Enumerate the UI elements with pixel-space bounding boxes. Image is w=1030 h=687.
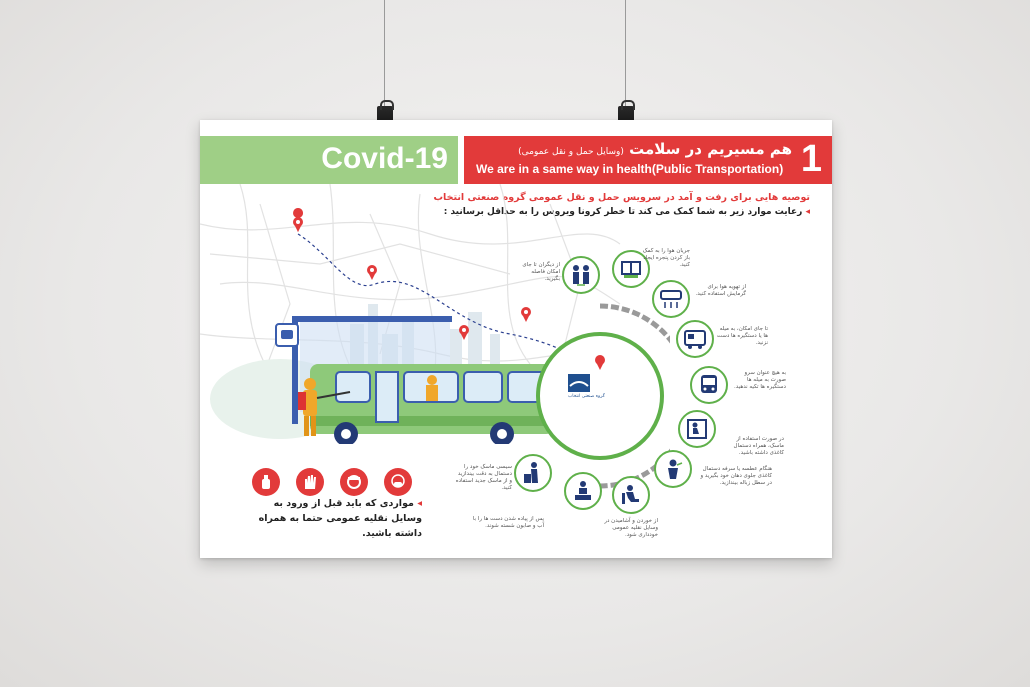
persian-title bbox=[518, 140, 792, 158]
bus-front-icon bbox=[697, 373, 721, 397]
section-number: 1 bbox=[800, 138, 822, 180]
sitting-icon bbox=[619, 483, 643, 507]
gloves-icon bbox=[301, 473, 319, 491]
tip-label-window: جریان هوا را به کمک باز کردن پنجره ایجاد کنید. bbox=[642, 248, 690, 268]
center-logo-text: گروه صنعتی انتخاب bbox=[568, 394, 605, 399]
sneeze-icon bbox=[661, 457, 685, 481]
wash-hands-icon bbox=[571, 479, 595, 503]
hand-sanitizer-icon bbox=[257, 473, 275, 491]
persian-title-sub: (وسایل حمل و نقل عمومی) bbox=[518, 147, 624, 157]
english-title: We are in a same way in health(Public Transportation) bbox=[476, 162, 784, 176]
subtitle: توصیه هایی برای رفت و آمد در سرویس حمل و نقل عمومی گروه صنعتی انتخاب bbox=[433, 192, 810, 203]
sanitizer-badge bbox=[252, 468, 280, 496]
bottom-note-text: مواردی که باید قبل از ورود به وسایل نقلیه عمومی حتما به همراه داشته باشید. bbox=[258, 498, 422, 539]
bottom-note bbox=[252, 496, 422, 541]
tip-icon-seated-passenger bbox=[678, 410, 716, 448]
tip-icon-sneeze bbox=[654, 450, 692, 488]
tip-icon-trash bbox=[514, 454, 552, 492]
gloves-badge bbox=[296, 468, 324, 496]
tip-icon-handle bbox=[676, 320, 714, 358]
tip-label-trash: سیسی ماسک خود را دستمال به دقت بیندازید و از ماسک جدید استفاده کنید. bbox=[455, 464, 512, 491]
air-conditioner-icon bbox=[659, 287, 683, 311]
distance-icon bbox=[569, 263, 593, 287]
poster bbox=[200, 120, 832, 558]
face-shield-icon bbox=[345, 473, 363, 491]
tip-label-distance: از دیگران تا جای امکان فاصله بگیرید. bbox=[522, 262, 560, 282]
title-banner bbox=[464, 136, 832, 184]
covid-banner bbox=[200, 136, 458, 184]
tip-label-air-conditioner: از تهویه هوا برای گرمایش استفاده کنید. bbox=[695, 284, 746, 297]
bottom-arrow-icon: ◂ bbox=[413, 498, 422, 509]
trash-icon bbox=[521, 461, 545, 485]
tip-icon-distance bbox=[562, 256, 600, 294]
seated-passenger-icon bbox=[685, 417, 709, 441]
city-map-illustration bbox=[200, 184, 832, 444]
tip-icon-wash-hands bbox=[564, 472, 602, 510]
face-shield-badge bbox=[340, 468, 368, 496]
instruction-text: رعایت موارد زیر به شما کمک می کند تا خطر کرونا ویروس را به حداقل برسانید : bbox=[443, 207, 803, 217]
tip-icon-air-conditioner bbox=[652, 280, 690, 318]
tip-label-wash: پس از پیاده شدن دست ها را با آب و صابون شسته شوند. bbox=[472, 516, 544, 529]
tip-label-bus-front: به هیچ عنوان سرو صورت به میله ها دستگیره ها تکیه ندهید. bbox=[734, 370, 786, 390]
tip-label-sneeze: هنگام عطسه یا سرفه دستمال کاغذی جلوی دهان خود بگیرید و در سطل زباله بیندازید. bbox=[700, 466, 772, 486]
covid-title: Covid-19 bbox=[321, 142, 448, 175]
persian-title-main: هم مسیریم در سلامت bbox=[629, 140, 792, 158]
tip-label-sitting: از خوردن و آشامیدن در وسایل نقلیه عمومی خودداری شود. bbox=[604, 518, 658, 538]
bullet-arrow-icon: ◂ bbox=[802, 207, 810, 217]
bus-handle-icon bbox=[683, 327, 707, 351]
tip-icon-bus-front bbox=[690, 366, 728, 404]
mask-icon bbox=[389, 473, 407, 491]
tip-icon-sitting bbox=[612, 476, 650, 514]
mask-badge bbox=[384, 468, 412, 496]
tip-label-seated: در صورت استفاده از ماسک، همراه دستمال کاغذی داشته باشید. bbox=[733, 436, 784, 456]
tip-label-handle: تا جای امکان، به میله ها یا دستگیره ها دست نزنید. bbox=[716, 326, 768, 346]
